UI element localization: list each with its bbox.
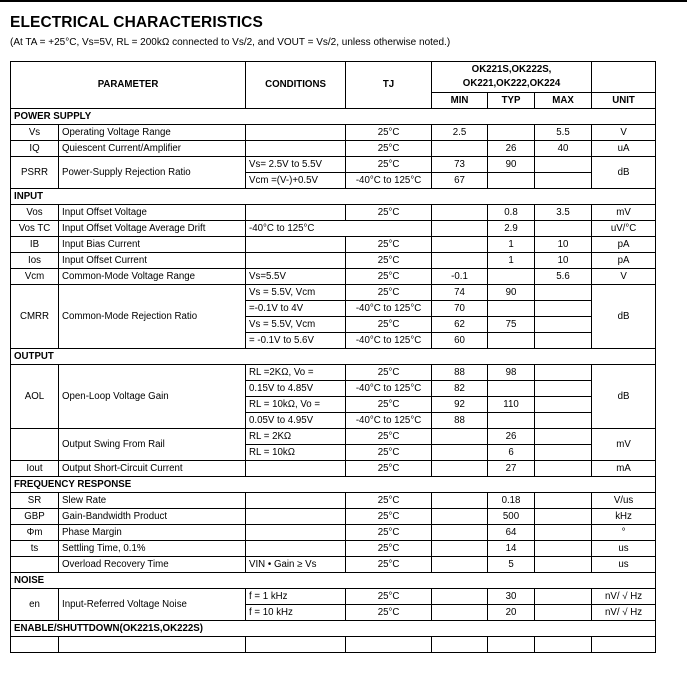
section-power-supply: POWER SUPPLY [11, 109, 656, 125]
table-row: ts Settling Time, 0.1% 25°C 14 us [11, 541, 656, 557]
table-row: Ios Input Offset Current 25°C 1 10 pA [11, 253, 656, 269]
table-row: RL = 10kΩ, Vo = 25°C 92 110 [11, 397, 656, 413]
subtitle: (At TA = +25°C, Vs=5V, RL = 200kΩ connected to Vs/2, and VOUT = Vs/2, unless otherwise noted.) [10, 37, 451, 48]
table-row: en Input-Referred Voltage Noise f = 1 kHz 25°C 30 nV/ √ Hz [11, 589, 656, 605]
table-row: f = 10 kHz 25°C 20 nV/ √ Hz [11, 605, 656, 621]
table-row: Iout Output Short-Circuit Current 25°C 27 mA [11, 461, 656, 477]
section-output: OUTPUT [11, 349, 656, 365]
header-parts-line1: OK221S,OK222S, [471, 64, 552, 75]
table-row: IQ Quiescent Current/Amplifier 25°C 26 40 uA [11, 141, 656, 157]
table-row: Vcm Common-Mode Voltage Range Vs=5.5V 25°C -0.1 5.6 V [11, 269, 656, 285]
table-row-partial [11, 637, 656, 653]
table-row: = -0.1V to 5.6V -40°C to 125°C 60 [11, 333, 656, 349]
header-parameter: PARAMETER [11, 62, 246, 109]
header-typ: TYP [488, 93, 535, 109]
header-parts-line2: OK221,OK222,OK224 [462, 78, 561, 89]
header-unit: UNIT [592, 93, 656, 109]
section-frequency-response: FREQUENCY RESPONSE [11, 477, 656, 493]
header-max: MAX [535, 93, 592, 109]
section-enable-shutdown: ENABLE/SHUTTDOWN(OK221S,OK222S) [11, 621, 656, 637]
table-row: SR Slew Rate 25°C 0.18 V/us [11, 493, 656, 509]
table-row: =-0.1V to 4V -40°C to 125°C 70 [11, 301, 656, 317]
section-noise: NOISE [11, 573, 656, 589]
table-row: AOL Open-Loop Voltage Gain RL =2KΩ, Vo = 25°C 88 98 dB [11, 365, 656, 381]
table-row: IB Input Bias Current 25°C 1 10 pA [11, 237, 656, 253]
table-row: Vos TC Input Offset Voltage Average Drift -40°C to 125°C 2.9 uV/°C [11, 221, 656, 237]
page-title: ELECTRICAL CHARACTERISTICS [10, 14, 263, 31]
table-row: 0.05V to 4.95V -40°C to 125°C 88 [11, 413, 656, 429]
header-conditions: CONDITIONS [246, 62, 346, 109]
table-row: Vcm =(V-)+0.5V -40°C to 125°C 67 [11, 173, 656, 189]
table-row: Output Swing From Rail RL = 2KΩ 25°C 26 mV [11, 429, 656, 445]
table-row: Vs = 5.5V, Vcm 25°C 62 75 [11, 317, 656, 333]
table-row: CMRR Common-Mode Rejection Ratio Vs = 5.5V, Vcm 25°C 74 90 dB [11, 285, 656, 301]
header-min: MIN [432, 93, 488, 109]
electrical-characteristics-table [10, 61, 656, 653]
table-row: 0.15V to 4.85V -40°C to 125°C 82 [11, 381, 656, 397]
table-row: PSRR Power-Supply Rejection Ratio Vs= 2.5V to 5.5V 25°C 73 90 dB [11, 157, 656, 173]
table-row: RL = 10kΩ 25°C 6 [11, 445, 656, 461]
table-row: GBP Gain-Bandwidth Product 25°C 500 kHz [11, 509, 656, 525]
section-input: INPUT [11, 189, 656, 205]
header-tj: TJ [346, 62, 432, 109]
header-blank [592, 62, 656, 93]
table-row: Vs Operating Voltage Range 25°C 2.5 5.5 V [11, 125, 656, 141]
header-part-numbers [432, 62, 592, 93]
table-row: Φm Phase Margin 25°C 64 ° [11, 525, 656, 541]
table-row: Vos Input Offset Voltage 25°C 0.8 3.5 mV [11, 205, 656, 221]
table-row: Overload Recovery Time VIN • Gain ≥ Vs 25°C 5 us [11, 557, 656, 573]
top-rule [0, 0, 687, 2]
